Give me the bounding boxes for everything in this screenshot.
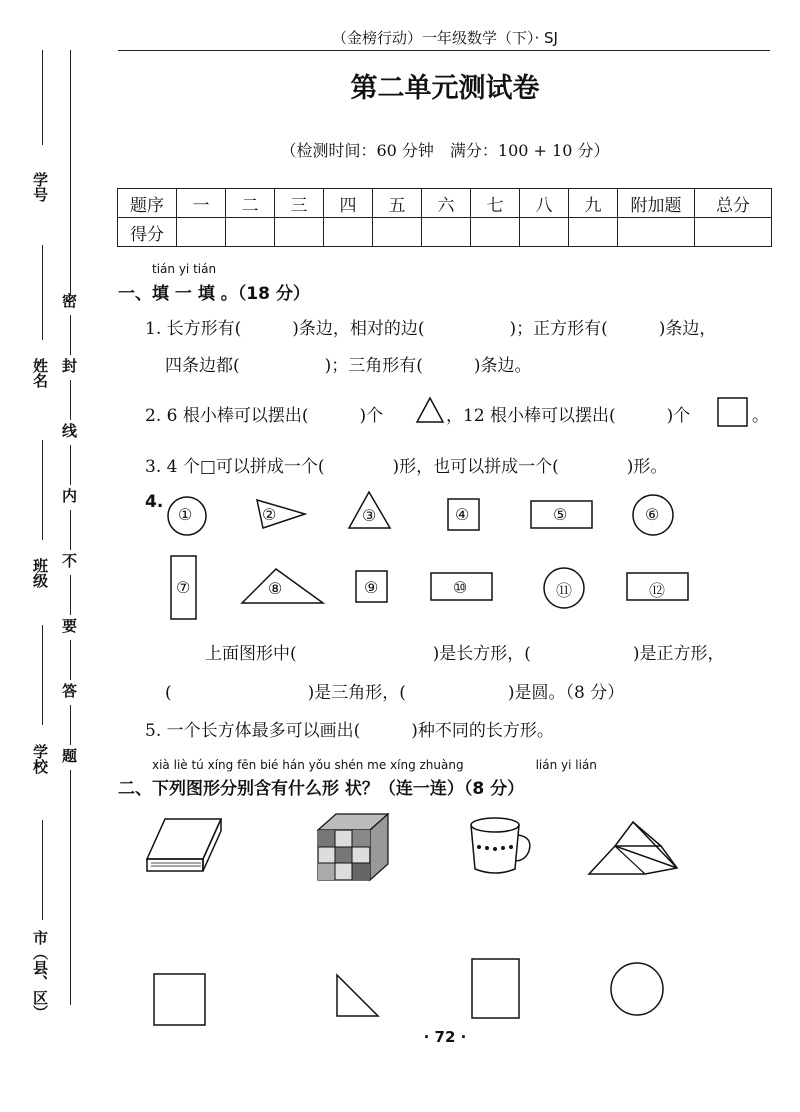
table-cell: 八 xyxy=(520,189,569,218)
question-2-part2: ，12 根小棒可以摆出( )个 xyxy=(446,406,691,426)
seal-char: 答 xyxy=(60,683,78,698)
header-rule xyxy=(118,50,770,51)
shape-label-8: ⑧ xyxy=(268,579,283,598)
question-1-line1: 1. 长方形有( )条边，相对的边( )；正方形有( )条边， xyxy=(145,319,717,339)
shape-label-4: ④ xyxy=(455,505,470,524)
score-table xyxy=(117,188,772,247)
table-cell: 得分 xyxy=(118,218,177,247)
sidebar-rule xyxy=(42,245,43,340)
square-shape[interactable] xyxy=(153,973,207,1027)
table-cell: 五 xyxy=(373,189,422,218)
seal-char: 线 xyxy=(60,423,78,438)
sidebar-rule xyxy=(42,625,43,725)
question-4-line2: ( )是三角形，( )是圆。（8 分） xyxy=(165,683,625,703)
table-cell: 七 xyxy=(471,189,520,218)
table-cell: 题序 xyxy=(118,189,177,218)
shape-label-3: ③ xyxy=(362,506,377,525)
seal-char: 封 xyxy=(60,358,78,373)
score-input-cell[interactable] xyxy=(569,218,618,247)
section1-pinyin: tián yi tián xyxy=(152,262,217,276)
sidebar-rule xyxy=(42,820,43,920)
page-title: 第二单元测试卷 xyxy=(350,73,540,104)
section2-title: 二、下列图形分别含有什么形 状？（连一连）（8 分） xyxy=(118,779,525,799)
question-3: 3. 4 个□可以拼成一个( )形，也可以拼成一个( )形。 xyxy=(145,457,668,477)
seal-line xyxy=(70,770,71,1005)
shape-label-5: ⑤ xyxy=(553,505,568,524)
table-cell: 三 xyxy=(275,189,324,218)
score-input-cell[interactable] xyxy=(618,218,695,247)
label-student-id: 学号 xyxy=(31,172,49,202)
label-name: 姓名 xyxy=(31,358,49,388)
question-4-line1: 上面图形中( )是长方形，( )是正方形， xyxy=(205,644,725,664)
square-icon xyxy=(717,397,749,427)
section2-pinyin: xià liè tú xíng fēn bié hán yǒu shén me xíng zhuàng lián yi lián xyxy=(152,758,597,772)
score-input-cell[interactable] xyxy=(177,218,226,247)
shape-triangle-8 xyxy=(240,567,326,605)
question-5: 5. 一个长方体最多可以画出( )种不同的长方形。 xyxy=(145,721,554,741)
table-cell: 二 xyxy=(226,189,275,218)
exam-info: （检测时间：60 分钟 满分：100 + 10 分） xyxy=(280,141,610,160)
triangle-icon xyxy=(415,396,445,424)
cup-icon xyxy=(467,815,535,877)
seal-char: 密 xyxy=(60,293,78,308)
table-cell: 四 xyxy=(324,189,373,218)
seal-char: 要 xyxy=(60,618,78,633)
shape-label-10: ⑩ xyxy=(453,578,468,597)
question-1-line2: 四条边都( )；三角形有( )条边。 xyxy=(165,356,532,376)
table-cell: 总分 xyxy=(695,189,772,218)
label-class: 班级 xyxy=(31,558,49,588)
page-number: · 72 · xyxy=(423,1028,467,1046)
sidebar-rule xyxy=(42,440,43,540)
score-input-cell[interactable] xyxy=(275,218,324,247)
label-city: 市（县、区） xyxy=(31,930,49,1020)
seal-line xyxy=(70,705,71,745)
rectangle-shape[interactable] xyxy=(471,958,521,1020)
score-input-cell[interactable] xyxy=(422,218,471,247)
right-triangle-shape[interactable] xyxy=(334,972,380,1018)
score-input-cell[interactable] xyxy=(226,218,275,247)
table-cell: 附加题 xyxy=(618,189,695,218)
table-row xyxy=(118,189,772,218)
shape-label-7: ⑦ xyxy=(176,578,191,597)
shape-label-1: ① xyxy=(178,505,193,524)
table-cell: 一 xyxy=(177,189,226,218)
score-input-cell[interactable] xyxy=(520,218,569,247)
table-cell: 九 xyxy=(569,189,618,218)
shape-label-2: ② xyxy=(262,505,277,524)
score-input-cell[interactable] xyxy=(471,218,520,247)
question-2-part1: 2. 6 根小棒可以摆出( )个 xyxy=(145,406,384,426)
score-input-cell[interactable] xyxy=(324,218,373,247)
score-input-cell[interactable] xyxy=(373,218,422,247)
rubiks-cube-icon xyxy=(316,812,390,882)
seal-char: 内 xyxy=(60,488,78,503)
shape-label-11: ⑪ xyxy=(556,581,573,600)
question-2-end: 。 xyxy=(752,406,769,426)
table-row xyxy=(118,218,772,247)
shape-label-6: ⑥ xyxy=(645,505,660,524)
seal-char: 题 xyxy=(60,748,78,763)
seal-line xyxy=(70,445,71,485)
shape-label-9: ⑨ xyxy=(364,578,379,597)
shape-label-12: ⑫ xyxy=(649,581,666,600)
label-school: 学校 xyxy=(31,744,49,774)
score-input-cell[interactable] xyxy=(695,218,772,247)
page-header: （金榜行动）一年级数学（下）· SJ xyxy=(332,29,558,47)
seal-line xyxy=(70,640,71,680)
circle-shape[interactable] xyxy=(608,960,666,1018)
triangular-prism-icon xyxy=(585,818,681,880)
table-cell: 六 xyxy=(422,189,471,218)
book-icon xyxy=(143,815,225,877)
seal-line xyxy=(70,575,71,615)
question-4-number: 4. xyxy=(145,492,164,512)
seal-char: 不 xyxy=(60,553,78,568)
section1-title: 一、填 一 填 。（18 分） xyxy=(118,284,310,304)
seal-line xyxy=(70,510,71,550)
seal-line xyxy=(70,315,71,355)
seal-line xyxy=(70,380,71,420)
